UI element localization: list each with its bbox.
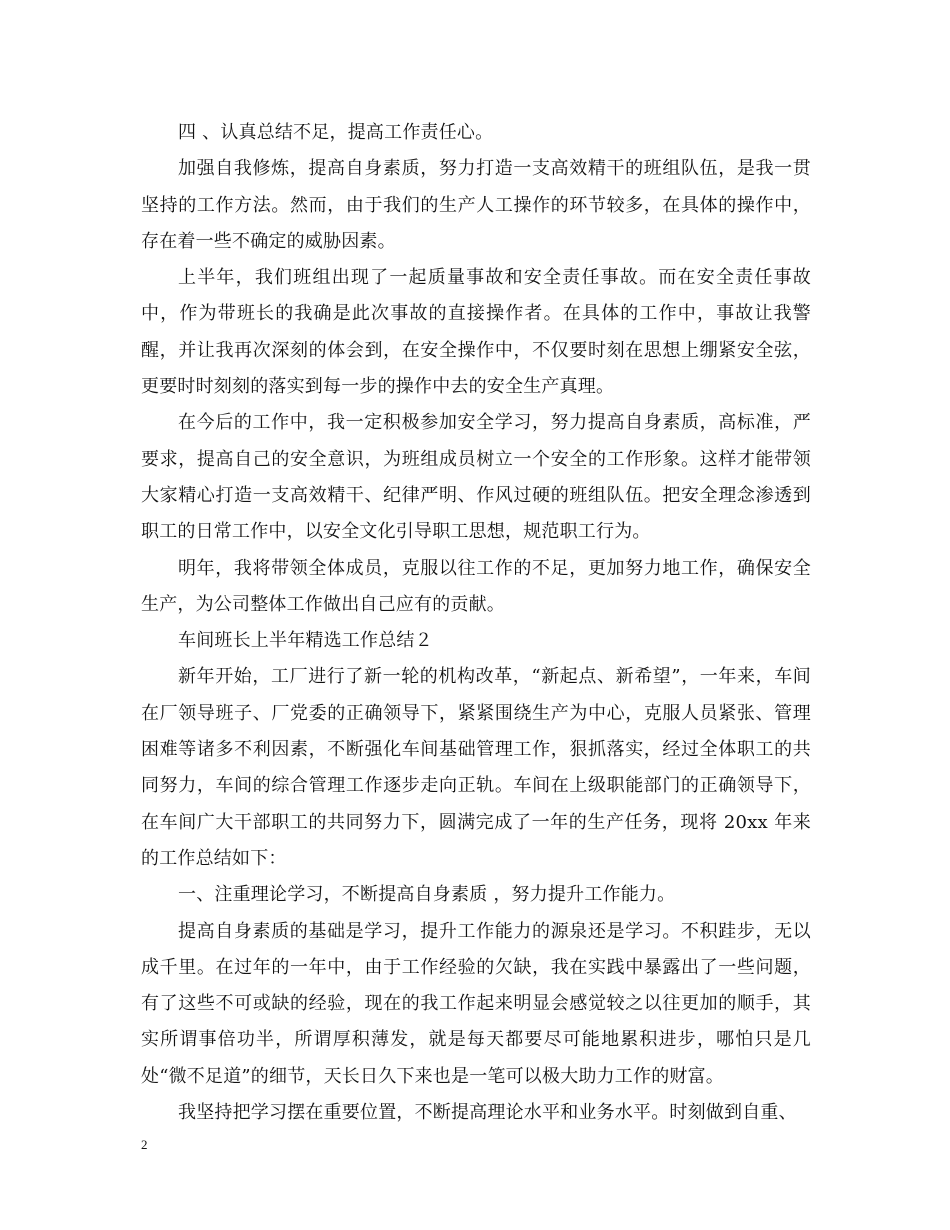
page-number: 2	[141, 1137, 148, 1152]
paragraph-safety-incident: 上半年，我们班组出现了一起质量事故和安全责任事故。而在安全责任事故中，作为带班长的我确是此次事故的直接操作者。在具体的工作中，事故让我警醒，并让我再次深刻的体会到，在安全操作中，不仅要时刻在思想上绷紧安全弦，更要时时刻刻的落实到每一步的操作中去的安全生产真理。	[141, 267, 811, 398]
paragraph-new-year-reform: 新年开始，工厂进行了新一轮的机构改革，“新起点、新希望”，一年来，车间在厂领导班子、厂党委的正确领导下，紧紧围绕生产为中心，克服人员紧张、管理困难等诸多不利因素，不断强化车间基础管理工作，狠抓落实，经过全体职工的共同努力，车间的综合管理工作逐步走向正轨。车间在上级职能部门的正确领导下，在车间广大干部职工的共同努力下，圆满完成了一年的生产任务，现将 20xx 年来的工作总结如下：	[141, 666, 811, 869]
section-heading-four: 四 、认真总结不足，提高工作责任心。	[178, 122, 494, 143]
document-body	[141, 115, 811, 1131]
paragraph-learning: 提高自身素质的基础是学习，提升工作能力的源泉还是学习。不积跬步，无以成千里。在过年的一年中，由于工作经验的欠缺，我在实践中暴露出了一些问题，有了这些不可或缺的经验，现在的我工作起来明显会感觉较之以往更加的顺手，其实所谓事倍功半，所谓厚积薄发，就是每天都要尽可能地累积进步，哪怕只是几处“微不足道”的细节，天长日久下来也是一笔可以极大助力工作的财富。	[141, 920, 811, 1087]
section-heading-one: 一、注重理论学习，不断提高自身素质 ，努力提升工作能力。	[178, 884, 676, 906]
paragraph-future-work: 在今后的工作中，我一定积极参加安全学习，努力提高自身素质，高标准，严要求，提高自己的安全意识，为班组成员树立一个安全的工作形象。这样才能带领大家精心打造一支高效精干、纪律严明、作风过硬的班组队伍。把安全理念渗透到职工的日常工作中，以安全文化引导职工思想，规范职工行为。	[141, 412, 811, 543]
paragraph-next-year: 明年，我将带领全体成员，克服以往工作的不足，更加努力地工作，确保安全生产，为公司整体工作做出自己应有的贡献。	[141, 557, 811, 615]
paragraph-self-improvement: 加强自我修炼，提高自身素质，努力打造一支高效精干的班组队伍，是我一贯坚持的工作方法。然而，由于我们的生产人工操作的环节较多，在具体的操作中，存在着一些不确定的威胁因素。	[141, 158, 811, 252]
article-title-two: 车间班长上半年精选工作总结２	[178, 630, 433, 652]
paragraph-study-priority: 我坚持把学习摆在重要位置，不断提高理论水平和业务水平。时刻做到自重、	[178, 1102, 797, 1124]
